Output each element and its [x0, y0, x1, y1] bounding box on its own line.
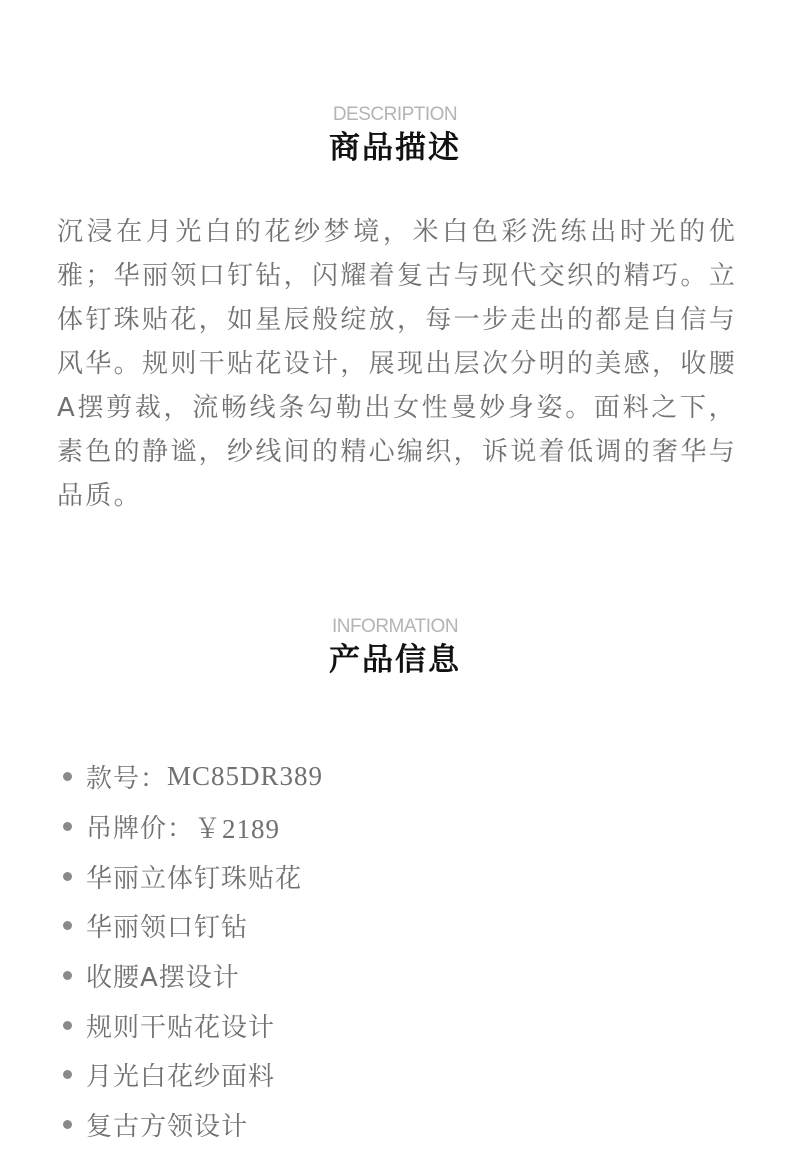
info-item-feature: [58, 951, 738, 1001]
bullet-icon: [63, 772, 72, 781]
info-item-label: 复古方领设计: [86, 1112, 249, 1143]
bullet-icon: [63, 822, 72, 831]
info-item-feature: [58, 901, 738, 951]
info-item-label: 月光白花纱面料: [86, 1062, 276, 1093]
bullet-icon: [63, 1070, 72, 1079]
info-item-style-number: [58, 752, 738, 802]
info-item-label: 规则干贴花设计: [86, 1012, 276, 1043]
info-item-label: 款号：: [86, 764, 168, 795]
information-list: [58, 752, 738, 1150]
info-item-feature: [58, 1050, 738, 1100]
info-item-feature: [58, 1100, 738, 1150]
info-item-value: ￥2189: [194, 814, 281, 845]
bullet-icon: [63, 971, 72, 980]
bullet-icon: [63, 1120, 72, 1129]
information-title: 产品信息: [329, 642, 461, 678]
bullet-icon: [63, 872, 72, 881]
info-item-label: 收腰A摆设计: [86, 963, 240, 994]
info-item-value: MC85DR389: [167, 761, 324, 792]
bullet-icon: [63, 921, 72, 930]
description-text: 沉浸在月光白的花纱梦境，米白色彩洗练出时光的优雅；华丽领口钉钻，闪耀着复古与现代交织的精巧。立体钉珠贴花，如星辰般绽放，每一步走出的都是自信与风华。规则干贴花设计，展现出层次分明的美感，收腰A摆剪裁，流畅线条勾勒出女性曼妙身姿。面料之下，素色的静谧，纱线间的精心编织，诉说着低调的奢华与品质。: [57, 217, 737, 511]
info-item-label: 吊牌价：: [86, 814, 195, 845]
information-label-en: INFORMATION: [331, 616, 459, 637]
info-item-label: 华丽立体钉珠贴花: [86, 863, 303, 894]
info-item-feature: [58, 1000, 738, 1050]
info-item-tag-price: [58, 802, 738, 852]
description-title: 商品描述: [329, 130, 461, 166]
bullet-icon: [63, 1021, 72, 1030]
description-label-en: DESCRIPTION: [332, 104, 458, 125]
info-item-label: 华丽领口钉钻: [86, 913, 249, 944]
info-item-feature: [58, 851, 738, 901]
